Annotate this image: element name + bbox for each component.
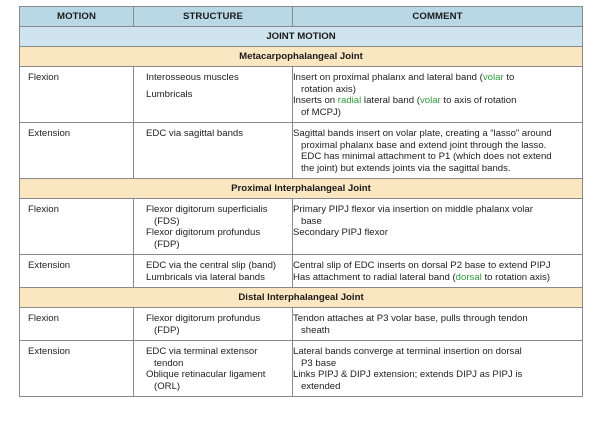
comment-cell [293, 123, 583, 179]
comment-text: lateral band ( [361, 95, 420, 106]
highlight-term: volar [482, 72, 504, 83]
comment-line: Tendon attaches at P3 volar base, pulls through tendon [293, 313, 528, 324]
motion-header: MOTION [20, 7, 134, 27]
table-row-mcp-extension [20, 123, 583, 179]
motion-cell: Extension [20, 123, 134, 179]
table-row-dip-flexion [20, 308, 583, 341]
comment-line: base [301, 215, 322, 227]
comment-cell [293, 67, 583, 123]
comment-line: Sagittal bands insert on volar plate, creating a “lasso” around [293, 128, 552, 139]
comment-cell [293, 308, 583, 341]
motion-cell: Extension [20, 341, 134, 397]
table-row-dip-extension [20, 341, 583, 397]
motion-cell: Extension [20, 255, 134, 288]
structure-line: Interosseous muscles [146, 72, 239, 83]
structure-cell [134, 123, 293, 179]
structure-line: Lumbricals [146, 88, 193, 100]
table-row-mcp-flexion [20, 67, 583, 123]
comment-line [293, 272, 576, 284]
comment-text: to [503, 72, 515, 83]
comment-line: Primary PIPJ flexor via insertion on middle phalanx volar [293, 204, 533, 215]
structure-cell [134, 199, 293, 255]
highlight-term: dorsal [455, 271, 482, 283]
motion-cell: Flexion [20, 67, 134, 123]
joint-header-row-mcp [20, 47, 583, 67]
comment-line [293, 95, 576, 107]
joint-motion-table-wrapper [19, 6, 582, 397]
structure-line: Flexor digitorum superficialis [146, 204, 268, 215]
structure-cell [134, 67, 293, 123]
comment-line: of MCPJ) [301, 106, 341, 118]
comment-cell [293, 199, 583, 255]
structure-line: (FDP) [154, 238, 180, 250]
structure-line: Flexor digitorum profundus [146, 227, 261, 238]
section-row [20, 27, 583, 47]
joint-motion-table [19, 6, 583, 397]
comment-header: COMMENT [293, 7, 583, 27]
highlight-term: radial [337, 95, 362, 106]
highlight-term: volar [419, 95, 441, 106]
table-row-pip-extension [20, 255, 583, 288]
structure-line: (FDP) [154, 324, 180, 336]
structure-line: Oblique retinacular ligament [146, 369, 266, 380]
structure-line: tendon [154, 357, 184, 369]
comment-line: Lateral bands converge at terminal insertion on dorsal [293, 346, 522, 357]
comment-text: Inserts on [293, 95, 338, 106]
comment-cell [293, 341, 583, 397]
motion-cell: Flexion [20, 199, 134, 255]
structure-line: Flexor digitorum profundus [146, 313, 261, 324]
comment-line: sheath [301, 324, 330, 336]
comment-line: the joint) but extends joints via the sagittal bands. [301, 162, 511, 174]
comment-text: to rotation axis) [481, 271, 551, 283]
structure-line: EDC via terminal extensor [146, 346, 258, 357]
comment-cell [293, 255, 583, 288]
header-row [20, 7, 583, 27]
comment-line: extended [301, 380, 341, 392]
structure-line: (ORL) [154, 380, 181, 392]
comment-text: Insert on proximal phalanx and lateral band ( [293, 72, 483, 83]
comment-line: proximal phalanx base and extend joint through the lasso. [301, 139, 547, 151]
comment-line: P3 base [301, 357, 337, 369]
structure-cell [134, 341, 293, 397]
comment-line: Secondary PIPJ flexor [293, 227, 388, 238]
joint-header-row-pip [20, 179, 583, 199]
section-title: JOINT MOTION [20, 27, 583, 47]
comment-line: Central slip of EDC inserts on dorsal P2 base to extend PIPJ [293, 260, 551, 271]
comment-text: to axis of rotation [440, 95, 517, 106]
structure-cell [134, 308, 293, 341]
joint-title-pip: Proximal Interphalangeal Joint [20, 179, 583, 199]
comment-line: rotation axis) [301, 83, 356, 95]
structure-cell [134, 255, 293, 288]
structure-line: EDC via sagittal bands [146, 128, 244, 139]
structure-line: Lumbricals via lateral bands [146, 271, 265, 283]
comment-line: EDC has minimal attachment to P1 (which does not extend [301, 151, 552, 162]
comment-text: Has attachment to radial lateral band ( [293, 271, 456, 283]
motion-cell: Flexion [20, 308, 134, 341]
joint-title-dip: Distal Interphalangeal Joint [20, 288, 583, 308]
table-row-pip-flexion [20, 199, 583, 255]
comment-line [293, 72, 576, 84]
joint-title-mcp: Metacarpophalangeal Joint [20, 47, 583, 67]
comment-line: Links PIPJ & DIPJ extension; extends DIPJ as PIPJ is [293, 369, 523, 380]
structure-header: STRUCTURE [134, 7, 293, 27]
joint-header-row-dip [20, 288, 583, 308]
structure-line: EDC via the central slip (band) [146, 260, 277, 271]
structure-line: (FDS) [154, 215, 180, 227]
